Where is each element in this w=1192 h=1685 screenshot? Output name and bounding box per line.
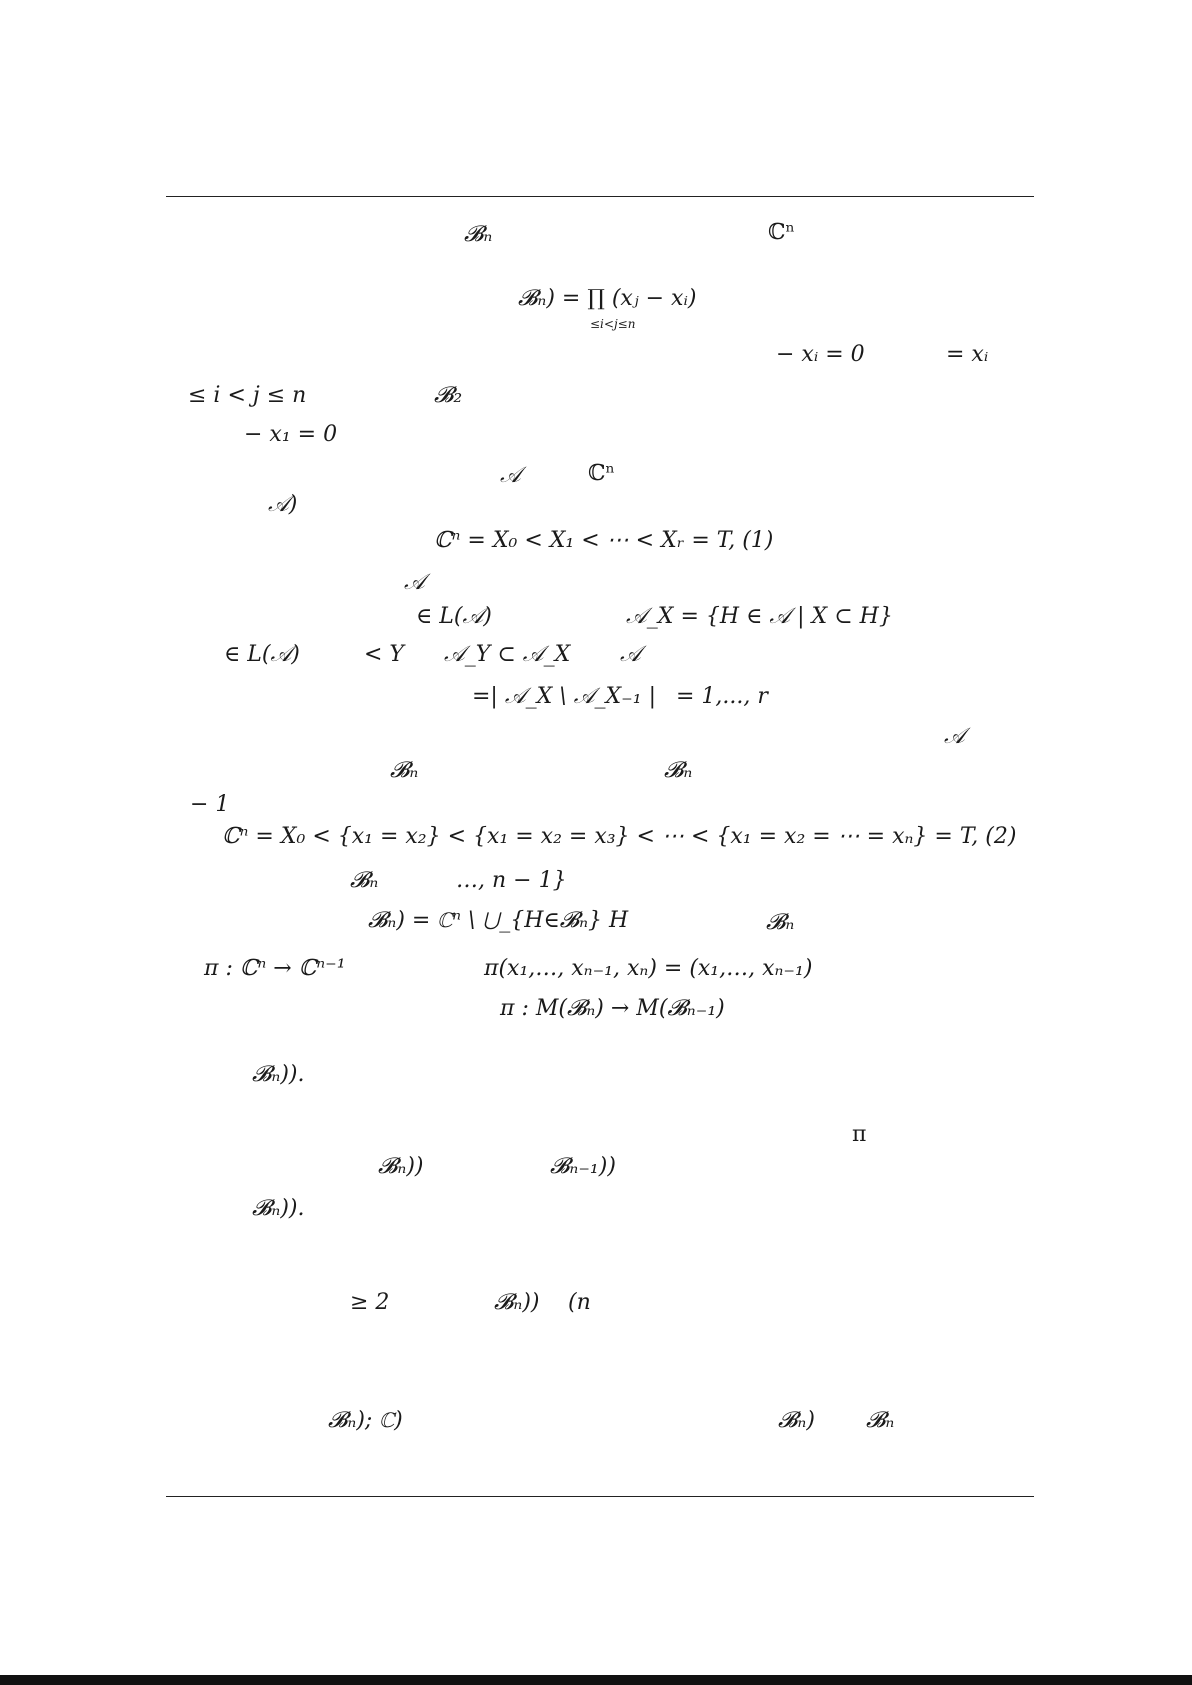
math-fragment: …, n − 1} (456, 868, 567, 893)
math-fragment: 𝓑ₙ) (778, 1408, 815, 1433)
math-fragment: = 1,..., r (676, 684, 768, 709)
math-fragment: (n (568, 1290, 591, 1315)
math-fragment: 𝓑ₙ (866, 1408, 895, 1433)
bottom-rule (166, 1496, 1034, 1497)
math-fragment: 𝒜 (944, 724, 965, 749)
math-fragment: 𝒜_Y ⊂ 𝒜_X (444, 642, 571, 667)
equation-2: ℂⁿ = X₀ < {x₁ = x₂} < {x₁ = x₂ = x₃} < ⋯ < {x₁ = x₂ = ⋯ = xₙ} = T, (2) (222, 824, 1017, 849)
math-fragment: 𝓑ₙ)). (252, 1196, 305, 1221)
math-fragment: ≤ i < j ≤ n (188, 383, 307, 408)
math-fragment: 𝒜 (620, 642, 641, 667)
math-fragment: − xᵢ = 0 (776, 342, 865, 367)
math-fragment: ℂⁿ (768, 220, 796, 245)
math-fragment: 𝓑ₙ)). (252, 1062, 305, 1087)
math-fragment: π(x₁,…, xₙ₋₁, xₙ) = (x₁,…, xₙ₋₁) (484, 956, 813, 981)
math-fragment: =| 𝒜_X \ 𝒜_X₋₁ | (472, 684, 657, 709)
math-fragment: 𝓑ₙ) = ℂⁿ \ ⋃_{H∈𝓑ₙ} H (368, 908, 629, 933)
math-fragment: 𝓑ₙ (350, 868, 379, 893)
math-fragment: 𝓑ₙ)) (494, 1290, 540, 1315)
math-fragment: 𝓑ₙ)) (378, 1154, 424, 1179)
math-fragment: π : ℂⁿ → ℂⁿ⁻¹ (204, 956, 346, 981)
math-fragment: ≥ 2 (350, 1290, 390, 1315)
math-fragment: π (852, 1122, 867, 1147)
math-fragment: 𝓑ₙ) = ∏ (xⱼ − xᵢ) (518, 286, 697, 311)
math-fragment: π : M(𝓑ₙ) → M(𝓑ₙ₋₁) (500, 996, 725, 1021)
math-fragment: ∈ L(𝒜) (224, 642, 300, 667)
bottom-edge (0, 1675, 1192, 1685)
equation-1: ℂⁿ = X₀ < X₁ < ⋯ < Xᵣ = T, (1) (434, 528, 774, 553)
math-fragment: 𝓑ₙ₋₁)) (550, 1154, 616, 1179)
math-fragment: ∈ L(𝒜) (416, 604, 492, 629)
math-fragment: − x₁ = 0 (244, 422, 338, 447)
math-fragment: 𝓑₂ (434, 383, 463, 408)
math-fragment: 𝒜 (500, 463, 521, 488)
math-fragment: 𝓑ₙ); ℂ) (328, 1408, 403, 1433)
math-fragment: ℂⁿ (588, 461, 616, 486)
math-fragment: 𝓑ₙ (390, 758, 419, 783)
math-fragment: 𝒜_X = {H ∈ 𝒜 | X ⊂ H} (626, 604, 893, 629)
math-fragment: 𝓑ₙ (464, 222, 493, 247)
math-fragment: 𝓑ₙ (664, 758, 693, 783)
top-rule (166, 196, 1034, 197)
math-fragment: − 1 (190, 792, 230, 817)
math-fragment: = xᵢ (946, 342, 989, 367)
math-fragment: 𝒜) (268, 492, 298, 517)
math-fragment: < Y (364, 642, 404, 667)
math-fragment: 𝒜 (404, 570, 425, 595)
math-fragment: ≤i<j≤n (590, 317, 636, 331)
math-fragment: 𝓑ₙ (766, 910, 795, 935)
